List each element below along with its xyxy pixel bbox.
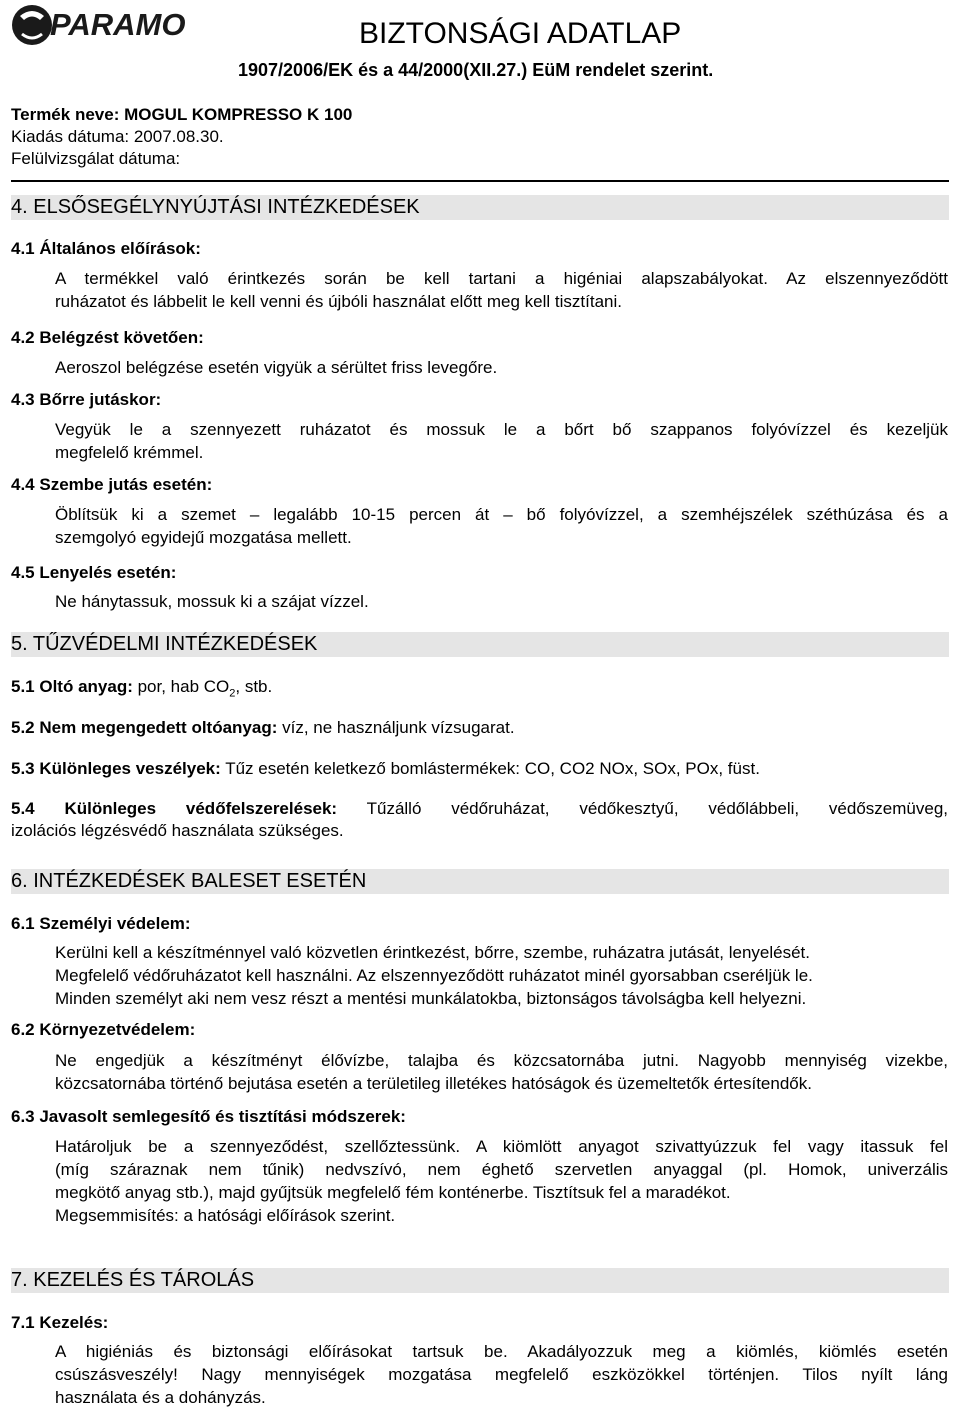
text-line: megfelelő krémmel. [55,443,204,462]
section-4-4-label: 4.4 Szembe jutás esetén: [11,475,213,494]
section-4-2-label: 4.2 Belégzést követően: [11,328,204,347]
section-5-3-label: 5.3 Különleges veszélyek: [11,759,221,778]
section-6-3-text [55,1135,948,1227]
section-6-heading: 6. INTÉZKEDÉSEK BALESET ESETÉN [11,869,949,894]
text-line: Kerülni kell a készítménnyel való közvetlen érintkezést, bőrre, szembe, ruházatra jutását, lenyelését. [55,943,810,962]
text-line: A termékkel való érintkezés során be kell tartani a higéniai alapszabályokat. Az elszennyeződött [55,269,948,288]
logo-graphic [10,2,205,48]
section-5-2 [11,717,948,739]
section-5-heading: 5. TŰZVÉDELMI INTÉZKEDÉSEK [11,632,949,657]
section-5-1 [11,676,948,704]
text-line: (míg száraznak nem tűnik) nedvszívó, nem éghető szervetlen anyaggal (pl. Homok, univerzális [55,1160,948,1179]
text-line: használata és a dohányzás. [55,1388,266,1407]
product-name: Termék neve: MOGUL KOMPRESSO K 100 [11,105,353,124]
section-4-5-text [55,590,948,613]
subscript-2: 2 [229,687,236,700]
text-line: izolációs légzésvédő használata szükséges. [11,821,344,840]
section-5-2-label: 5.2 Nem megengedett oltóanyag: [11,718,278,737]
section-4-1-text [55,267,948,313]
section-5-4-text: Tűzálló védőruházat, védőkesztyű, védőlábbeli, védőszemüveg, [337,799,948,818]
section-5-1-label: 5.1 Oltó anyag: [11,677,133,696]
section-5-2-text: víz, ne használjunk vízsugarat. [277,718,515,737]
section-5-3 [11,758,948,780]
document-title: BIZTONSÁGI ADATLAP [359,17,682,50]
revision-date: Felülvizsgálat dátuma: [11,149,181,168]
section-5-1-text: por, hab CO [132,677,230,696]
text-line [11,798,948,820]
issue-date: Kiadás dátuma: 2007.08.30. [11,127,224,146]
text-line: Megsemmisítés: a hatósági előírások szerint. [55,1206,396,1225]
text-line: szemgolyó egyidejű mozgatása mellett. [55,528,352,547]
section-6-3-label: 6.3 Javasolt semlegesítő és tisztítási módszerek: [11,1107,406,1126]
text-line: megkötő anyag stb.), majd gyűjtsük megfelelő fém konténerbe. Tisztítsuk fel a maradékot. [55,1183,731,1202]
section-4-1-label: 4.1 Általános előírások: [11,239,201,258]
paramo-logo [10,2,205,48]
section-7-1-text [55,1340,948,1409]
section-6-1-label: 6.1 Személyi védelem: [11,914,191,933]
section-7-heading: 7. KEZELÉS ÉS TÁROLÁS [11,1268,949,1293]
text-line: Öblítsük ki a szemet – legalább 10-15 percen át – bő folyóvízzel, a szemhéjszélek széthúzása és a [55,505,948,524]
product-meta [11,104,352,170]
section-4-heading: 4. ELSŐSEGÉLYNYÚJTÁSI INTÉZKEDÉSEK [11,195,949,220]
section-5-4-label: 5.4 Különleges védőfelszerelések: [11,799,338,818]
document-subtitle: 1907/2006/EK és a 44/2000(XII.27.) EüM rendelet szerint. [238,60,714,80]
text-line: Ne hánytassuk, mossuk ki a szájat vízzel. [55,592,369,611]
section-4-4-text [55,503,948,549]
text-line: Minden személyt aki nem vesz részt a mentési munkálatokba, biztonságos távolságba kell helyezni. [55,989,807,1008]
section-4-3-text [55,418,948,464]
text-line: közcsatornába történő bejutása esetén a területileg illetékes hatóságok és üzemeltetők értesítendők. [55,1074,812,1093]
text-line: Megfelelő védőruházatot kell használni. Az elszennyeződött ruházatot minél gyorsabban cseréljük le. [55,966,813,985]
section-6-2-text [55,1049,948,1095]
text-line: Aeroszol belégzése esetén vigyük a sérültet friss levegőre. [55,358,498,377]
section-5-3-text: Tűz esetén keletkező bomlástermékek: CO, CO2 NOx, SOx, POx, füst. [220,759,760,778]
section-6-1-text [55,941,948,1010]
section-4-5-label: 4.5 Lenyelés esetén: [11,563,177,582]
section-5-1-text-end: , stb. [235,677,273,696]
section-4-3-label: 4.3 Bőrre jutáskor: [11,390,162,409]
text-line: A higiéniás és biztonsági előírásokat tartsuk be. Akadályozzuk meg a kiömlés, kiömlés esetén [55,1342,948,1361]
text-line: csúszásveszély! Nagy mennyiségek mozgatása megfelelő eszközökkel történjen. Tilos nyílt láng [55,1365,948,1384]
logo-wordmark: PARAMO [50,7,186,42]
header-rule [11,180,949,182]
text-line: Határoljuk be a szennyeződést, szellőztessünk. A kiömlött anyagot szivattyúzzuk fel vagy itassuk fel [55,1137,948,1156]
section-6-2-label: 6.2 Környezetvédelem: [11,1020,196,1039]
text-line: Vegyük le a szennyezett ruházatot és mossuk le a bőrt bő szappanos folyóvízzel és kezeljük [55,420,948,439]
section-7-1-label: 7.1 Kezelés: [11,1313,109,1332]
section-5-4 [11,798,948,842]
section-4-2-text [55,356,948,379]
text-line: ruházatot és lábbelit le kell venni és újbóli használat előtt meg kell tisztítani. [55,292,622,311]
text-line: Ne engedjük a készítményt élővízbe, talajba és közcsatornába jutni. Nagyobb mennyiség vizekbe, [55,1051,948,1070]
